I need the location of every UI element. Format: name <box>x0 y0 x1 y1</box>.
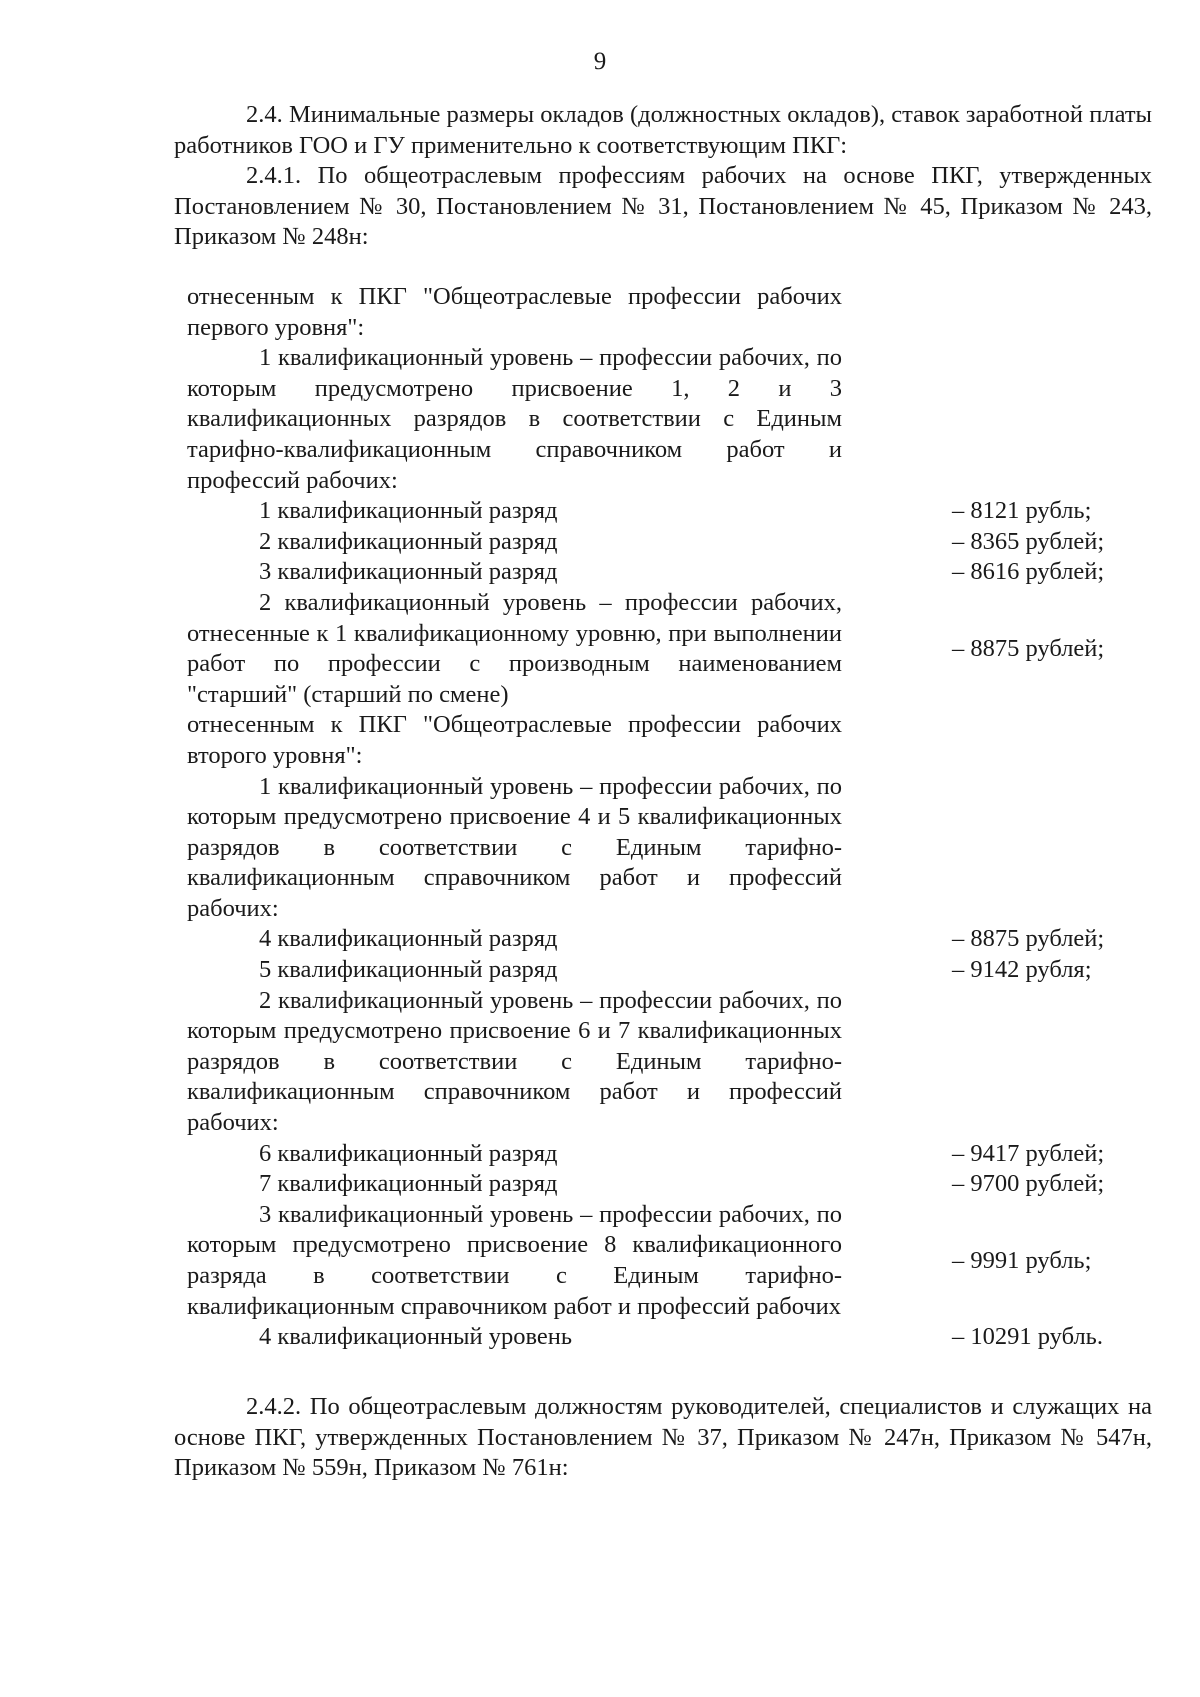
row-value: – 9417 рублей; <box>952 1139 1105 1167</box>
row-description: 1 квалификационный уровень – профессии рабочих, по которым предусмотрено присвоение 4 и 5 квалификационных разрядов в соответствии с Единым тарифно-квалификационным справочником работ и профессий рабочих: <box>187 772 842 922</box>
paragraph-2-4-2: 2.4.2. По общеотраслевым должностям руководителей, специалистов и служащих на основе ПКГ, утвержденных Постановлением № 37, Приказом № 247н, Приказом № 547н, Приказом № 559н, Приказом № 761н: <box>174 1393 1152 1482</box>
row-description: 4 квалификационный уровень <box>259 1323 573 1351</box>
row-description: 3 квалификационный уровень – профессии рабочих, по которым предусмотрено присвоение 8 квалификационного разряда в соответствии с Единым тарифно-квалификационным справочником работ и профессий рабочих <box>187 1200 842 1320</box>
row-description: 7 квалификационный разряд <box>259 1170 558 1198</box>
row-value: – 8616 рублей; <box>952 558 1105 586</box>
row-description: 1 квалификационный уровень – профессии рабочих, по которым предусмотрено присвоение 1, 2 и 3 квалификационных разрядов в соответствии с Единым тарифно-квалификационным справочником работ и профессий рабочих: <box>187 344 842 494</box>
row-description: 2 квалификационный уровень – профессии рабочих, отнесенные к 1 квалификационному уровню, при выполнении работ по профессии с производным наименованием "старший" (старший по смене) <box>187 588 842 708</box>
row-value: – 9700 рублей; <box>952 1170 1105 1198</box>
row-value: – 8875 рублей; <box>952 925 1105 953</box>
table-row <box>187 527 1152 558</box>
tail-section <box>174 1392 1152 1484</box>
row-description: 4 квалификационный разряд <box>259 925 558 953</box>
table-row <box>187 588 1152 710</box>
row-description: 6 квалификационный разряд <box>259 1139 558 1167</box>
intro-section <box>174 100 1152 253</box>
row-description: 2 квалификационный разряд <box>259 527 558 555</box>
table-row <box>187 1200 1152 1322</box>
row-value: – 9991 рубль; <box>952 1246 1092 1274</box>
table-row <box>187 1322 1152 1353</box>
table-row <box>187 710 1152 771</box>
row-description: 5 квалификационный разряд <box>259 956 558 984</box>
row-value: – 8121 рубль; <box>952 497 1092 525</box>
row-value: – 9142 рубля; <box>952 956 1092 984</box>
row-description: 3 квалификационный разряд <box>259 558 558 586</box>
table-row <box>187 1139 1152 1170</box>
table-row <box>187 282 1152 343</box>
table-row <box>187 1169 1152 1200</box>
row-value: – 10291 рубль. <box>952 1323 1103 1351</box>
row-description: отнесенным к ПКГ "Общеотраслевые профессии рабочих первого уровня": <box>187 283 842 341</box>
table-row <box>187 986 1152 1139</box>
table-row <box>187 343 1152 496</box>
table-row <box>187 557 1152 588</box>
table-row <box>187 496 1152 527</box>
row-description: отнесенным к ПКГ "Общеотраслевые профессии рабочих второго уровня": <box>187 711 842 769</box>
paragraph-2-4: 2.4. Минимальные размеры окладов (должностных окладов), ставок заработной платы работников ГОО и ГУ применительно к соответствующим ПКГ: <box>174 101 1152 159</box>
row-description: 1 квалификационный разряд <box>259 497 558 525</box>
table-row <box>187 924 1152 955</box>
row-description: 2 квалификационный уровень – профессии рабочих, по которым предусмотрено присвоение 6 и 7 квалификационных разрядов в соответствии с Единым тарифно-квалификационным справочником работ и профессий рабочих: <box>187 986 842 1137</box>
row-value: – 8365 рублей; <box>952 527 1105 555</box>
paragraph-2-4-1: 2.4.1. По общеотраслевым профессиям рабочих на основе ПКГ, утвержденных Постановлением № 30, Постановлением № 31, Постановлением № 45, Приказом № 243, Приказом № 248н: <box>174 162 1152 251</box>
page-number: 9 <box>593 48 607 75</box>
table-row <box>187 772 1152 925</box>
row-value: – 8875 рублей; <box>952 634 1105 662</box>
table-row <box>187 955 1152 986</box>
salary-table <box>187 282 1152 1353</box>
